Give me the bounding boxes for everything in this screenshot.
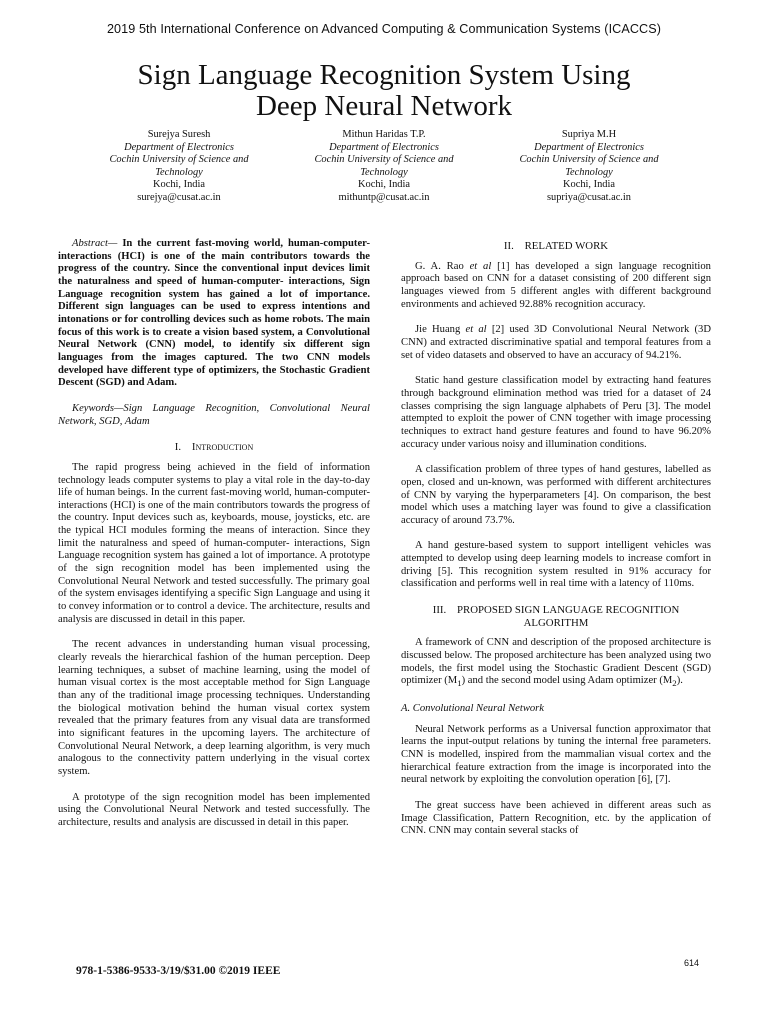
related-paragraph: Static hand gesture classification model by extracting hand features through background elimination method was tried for a dataset of 24 classes comprising the sign language alphabets of Peru [3]. The model attempted to exploit the power of CNN together with image processing techniques to extract hand gesture features and found to have 96.20% accuracy under various noisy and illumination conditions. bbox=[401, 375, 711, 450]
author-name: Supriya M.H bbox=[561, 129, 617, 140]
text-segment: [1] has developed a sign language recognition approach based on CNN for a dataset consisting of 200 different sign languages viewed from 5 different angles with different background environments and achieved 92.88% recognition accuracy. bbox=[401, 260, 711, 310]
author-location: Kochi, India bbox=[153, 179, 205, 191]
subscript: 1 bbox=[457, 678, 462, 689]
paper-title bbox=[60, 60, 708, 122]
author-university-cont: Technology bbox=[565, 166, 613, 178]
author-university: Cochin University of Science and bbox=[109, 154, 249, 166]
section-number: I. bbox=[174, 441, 182, 454]
author-name: Surejya Suresh bbox=[147, 129, 211, 140]
author-email: surejya@cusat.ac.in bbox=[137, 191, 221, 203]
author-email: mithuntp@cusat.ac.in bbox=[338, 191, 430, 203]
related-paragraph: A classification problem of three types of hand gestures, labelled as open, closed and un-known, was performed with different architectures of CNN by varying the hyperparameters [4]. On comparison, the best model which uses a matching layer was found to give a classification accuracy of around 73.7%. bbox=[401, 464, 711, 526]
section-heading-introduction bbox=[58, 441, 370, 454]
author-university: Cochin University of Science and bbox=[519, 154, 659, 166]
author-department: Department of Electronics bbox=[534, 141, 644, 153]
cnn-paragraph: The great success have been achieved in different areas such as Image Classification, Pattern Recognition, etc. by the application of CNN. CNN may contain several stacks of bbox=[401, 800, 711, 837]
section-heading-proposed bbox=[401, 604, 711, 629]
author-university: Cochin University of Science and bbox=[314, 154, 454, 166]
section-heading-related-work bbox=[401, 240, 711, 253]
page-number: 614 bbox=[684, 958, 700, 968]
author-1 bbox=[84, 129, 274, 205]
related-paragraph: A hand gesture-based system to support intelligent vehicles was attempted to develop using deep learning models to increase comfort in driving [5]. This recognition system resulted in 91% accuracy for classification and performs well in real time with a latency of 110ms. bbox=[401, 540, 711, 590]
abstract-label: Abstract— bbox=[72, 238, 118, 249]
left-column bbox=[58, 238, 370, 843]
author-email: supriya@cusat.ac.in bbox=[546, 191, 631, 203]
author-department: Department of Electronics bbox=[124, 141, 234, 153]
text-segment: ) and the second model using Adam optimizer (M bbox=[461, 675, 673, 687]
author-3 bbox=[494, 129, 684, 205]
text-segment: Jie Huang bbox=[415, 324, 466, 336]
abstract-text: In the current fast-moving world, human-computer- interactions (HCI) is one of the main contributors towards the progress of the country. Since the conventional input devices limit the naturalness and speed of human-computer- interactions, Sign Language recognition system has gained a lot of importance. Different sign languages can be used to express intentions and intonations or for controlling devices such as home robots. The main focus of this work is to create a vision based system, a Convolutional Neural Network (CNN) model, to identify six different sign languages from the images captured. The two CNN models developed have different type of optimizers, the Stochastic Gradient Descent (SGD) and Adam. bbox=[58, 238, 370, 389]
keywords: Keywords—Sign Language Recognition, Convolutional Neural Network, SGD, Adam bbox=[58, 402, 370, 427]
author-name: Mithun Haridas T.P. bbox=[342, 129, 426, 140]
footer-isbn: 978-1-5386-9533-3/19/$31.00 ©2019 IEEE bbox=[76, 965, 281, 977]
author-2 bbox=[289, 129, 479, 205]
cnn-paragraph: Neural Network performs as a Universal function approximator that learns the input-output relations by tuning the internal free parameters. CNN is modelled, inspired from the mammalian visual cortex and the hierarchical feature extraction from the image is incorporated into the neural network by exploiting the convolution operation [6], [7]. bbox=[401, 723, 711, 786]
author-location: Kochi, India bbox=[358, 179, 410, 191]
text-segment: A framework of CNN and description of the proposed architecture is discussed below. The proposed architecture has been analyzed using two models, the first model using the Stochastic Gradient Descent (SGD) optimizer (M bbox=[401, 637, 711, 687]
subscript: 2 bbox=[672, 678, 677, 689]
abstract bbox=[58, 238, 370, 390]
author-block bbox=[84, 129, 684, 205]
section-number: III. bbox=[432, 604, 447, 617]
text-segment: G. A. Rao bbox=[415, 260, 470, 272]
section-title: RELATED WORK bbox=[524, 240, 609, 252]
conference-header: 2019 5th International Conference on Advanced Computing & Communication Systems (ICACCS) bbox=[106, 22, 662, 36]
text-segment-italic: et al bbox=[465, 324, 487, 336]
author-university-cont: Technology bbox=[360, 166, 408, 178]
title-line-2: Deep Neural Network bbox=[255, 90, 513, 122]
text-segment: ). bbox=[676, 675, 683, 687]
related-paragraph bbox=[401, 261, 711, 312]
text-segment-italic: et al bbox=[469, 260, 492, 272]
intro-paragraph: A prototype of the sign recognition model has been implemented using the Convolutional Neural Network and tested successfully. The architecture, results and analysis are discussed in detail in this paper. bbox=[58, 791, 370, 828]
author-university-cont: Technology bbox=[155, 166, 203, 178]
section-number: II. bbox=[503, 240, 514, 252]
right-column bbox=[401, 238, 711, 851]
subsection-heading-cnn: A. Convolutional Neural Network bbox=[401, 703, 545, 715]
author-department: Department of Electronics bbox=[329, 141, 439, 153]
proposed-paragraph bbox=[401, 637, 711, 690]
related-paragraph bbox=[401, 324, 711, 362]
intro-paragraph: The recent advances in understanding human visual processing, clearly reveals the hierarchical fashion of the human perception. Deep learning techniques, a subset of machine learning, using the model of human visual cortex is the most acceptable method for Sign Language than any of the traditional image processing techniques. Understanding the biological motivation behind the human visual cortex system revealed that the primary features from any visual data are transformed into significant features in the upcoming layers. The architecture of Convolutional Neural Network, a deep learning algorithm, is very much analogous to the connectivity pattern underlying in the visual cortex system. bbox=[58, 639, 370, 777]
section-title: Introduction bbox=[191, 441, 254, 454]
intro-paragraph: The rapid progress being achieved in the field of information technology leads computer systems to play a vital role in the day-to-day life of human beings. In the current fast-moving world, human-computer- interactions (HCI) is one of the main contributors towards the progress of the country. Input devices such as, keyboards, mouse, joysticks, etc. are the typical HCI modules forming the means of interaction. Since they limit the naturalness and speed of human-computer- interactions, Sign Language recognition system has gained a lot of importance. A prototype of the sign recognition model has been implemented using the Convolutional Neural Network and tested successfully. The primary goal of the system envisages identifying a specific Sign Language and using it to convey information or to control a device. The architecture, results and analysis are discussed in detail in this paper. bbox=[58, 461, 370, 625]
author-location: Kochi, India bbox=[563, 179, 615, 191]
section-title: PROPOSED SIGN LANGUAGE RECOGNITION ALGORITHM bbox=[457, 604, 680, 629]
title-line-1: Sign Language Recognition System Using bbox=[137, 59, 631, 91]
text-segment: [2] used 3D Convolutional Neural Network (3D CNN) and extracted discriminative spatial and temporal features from a set of video datasets and observed to have an accuracy of 94.21%. bbox=[401, 324, 711, 361]
